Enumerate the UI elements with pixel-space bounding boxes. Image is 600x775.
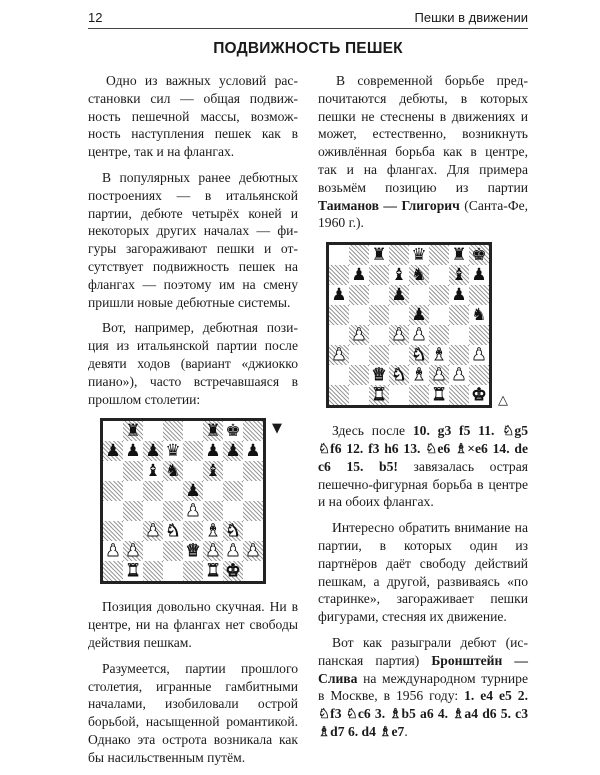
black-to-move-icon: ▼ <box>272 421 282 437</box>
board-square <box>349 365 369 385</box>
board-square <box>163 501 183 521</box>
board-square <box>123 501 143 521</box>
board-square <box>369 245 389 265</box>
board-square <box>223 441 243 461</box>
board-square <box>429 305 449 325</box>
white-pawn-icon: ♟ <box>411 325 427 346</box>
board-square <box>163 441 183 461</box>
black-pawn-icon: ♟ <box>471 265 487 286</box>
white-bishop-icon: ♝ <box>205 521 221 542</box>
board-square <box>123 541 143 561</box>
board-square <box>389 345 409 365</box>
board-square <box>469 285 489 305</box>
paragraph: Разумеется, партии прошлого столетия, игранные гамбитными началами, изобиловали острой борьбой, насыщенной романтикой. Однако эта острота возникала как бы насильственным путём. <box>88 660 298 765</box>
board-square <box>429 325 449 345</box>
chess-board <box>100 418 266 584</box>
board-square <box>449 325 469 345</box>
board-square <box>409 285 429 305</box>
black-pawn-icon: ♟ <box>351 265 367 286</box>
board-square <box>449 385 469 405</box>
paragraph-text: завязалась острая пешечно-фигурная борьба в центре и на обоих флангах. <box>318 458 528 510</box>
black-king-icon: ♚ <box>471 245 487 266</box>
board-square <box>243 481 263 501</box>
black-pawn-icon: ♟ <box>225 441 241 462</box>
board-square <box>143 501 163 521</box>
board-square <box>409 345 429 365</box>
move-sequence: 10. g3 f5 11. ♘g5 ♘f6 12. f3 h6 13. ♘e6 ♗×e6 14. de c6 15. b5! <box>318 423 528 474</box>
board-square <box>429 265 449 285</box>
black-pawn-icon: ♟ <box>145 441 161 462</box>
board-square <box>143 441 163 461</box>
white-bishop-icon: ♝ <box>411 365 427 386</box>
paragraph: Позиция довольно скучная. Ни в центре, ни на флангах нет свободы действия пешкам. <box>88 599 298 650</box>
black-king-icon: ♚ <box>225 421 241 442</box>
board-square <box>183 561 203 581</box>
board-square <box>329 385 349 405</box>
white-pawn-icon: ♟ <box>245 541 261 562</box>
board-square <box>163 461 183 481</box>
board-square <box>143 461 163 481</box>
black-queen-icon: ♛ <box>165 441 181 462</box>
black-pawn-icon: ♟ <box>105 441 121 462</box>
board-square <box>389 305 409 325</box>
white-pawn-icon: ♟ <box>391 325 407 346</box>
white-pawn-icon: ♟ <box>351 325 367 346</box>
board-square <box>369 285 389 305</box>
board-square <box>409 325 429 345</box>
board-square <box>449 365 469 385</box>
board-square <box>143 521 163 541</box>
board-square <box>123 561 143 581</box>
board-square <box>469 365 489 385</box>
running-head-title: Пешки в движении <box>414 10 528 25</box>
board-square <box>409 245 429 265</box>
white-queen-icon: ♛ <box>185 541 201 562</box>
board-square <box>389 365 409 385</box>
board-square <box>163 421 183 441</box>
black-pawn-icon: ♟ <box>411 305 427 326</box>
white-knight-icon: ♞ <box>411 345 427 366</box>
board-square <box>349 385 369 405</box>
board-square <box>243 561 263 581</box>
board-square <box>243 521 263 541</box>
board-square <box>449 285 469 305</box>
board-square <box>203 421 223 441</box>
board-square <box>469 265 489 285</box>
white-king-icon: ♚ <box>225 561 241 582</box>
black-pawn-icon: ♟ <box>331 285 347 306</box>
board-square <box>183 421 203 441</box>
board-square <box>243 461 263 481</box>
white-pawn-icon: ♟ <box>125 541 141 562</box>
board-square <box>389 385 409 405</box>
black-bishop-icon: ♝ <box>145 461 161 482</box>
board-square <box>369 365 389 385</box>
board-square <box>389 245 409 265</box>
board-square <box>143 481 163 501</box>
chapter-title: ПОДВИЖНОСТЬ ПЕШЕК <box>213 40 403 57</box>
white-rook-icon: ♜ <box>431 385 447 406</box>
board-square <box>103 521 123 541</box>
page-number: 12 <box>88 10 103 25</box>
board-square <box>469 385 489 405</box>
white-pawn-icon: ♟ <box>185 501 201 522</box>
white-rook-icon: ♜ <box>371 385 387 406</box>
paragraph-text: Вот как разыграли дебют (испанская партия) <box>318 634 528 668</box>
white-bishop-icon: ♝ <box>431 345 447 366</box>
black-knight-icon: ♞ <box>165 461 181 482</box>
board-square <box>103 501 123 521</box>
board-square <box>429 245 449 265</box>
black-pawn-icon: ♟ <box>451 285 467 306</box>
board-square <box>243 421 263 441</box>
white-knight-icon: ♞ <box>165 521 181 542</box>
white-pawn-icon: ♟ <box>431 365 447 386</box>
board-square <box>429 345 449 365</box>
white-knight-icon: ♞ <box>391 365 407 386</box>
white-pawn-icon: ♟ <box>145 521 161 542</box>
black-pawn-icon: ♟ <box>205 441 221 462</box>
black-rook-icon: ♜ <box>125 421 141 442</box>
board-square <box>183 441 203 461</box>
board-square <box>123 521 143 541</box>
board-square <box>103 441 123 461</box>
board-square <box>203 441 223 461</box>
board-square <box>163 541 183 561</box>
black-knight-icon: ♞ <box>471 305 487 326</box>
board-square <box>349 245 369 265</box>
white-rook-icon: ♜ <box>125 561 141 582</box>
board-square <box>183 521 203 541</box>
board-square <box>203 561 223 581</box>
black-knight-icon: ♞ <box>411 265 427 286</box>
chess-diagram-taimanov <box>326 242 528 410</box>
white-pawn-icon: ♟ <box>451 365 467 386</box>
paragraph: Одно из важных условий расстановки сил — общая подвижность пешечной массы, возможность наступления пешек как в центре, так и на флангах. <box>88 73 298 160</box>
paragraph-text: Здесь после <box>332 423 413 439</box>
board-square <box>429 285 449 305</box>
board-square <box>103 421 123 441</box>
board-square <box>369 325 389 345</box>
board-square <box>329 325 349 345</box>
board-square <box>429 365 449 385</box>
board-square <box>409 385 429 405</box>
paragraph <box>318 422 528 511</box>
board-square <box>469 245 489 265</box>
black-bishop-icon: ♝ <box>391 265 407 286</box>
board-square <box>223 541 243 561</box>
board-square <box>389 285 409 305</box>
board-square <box>369 305 389 325</box>
board-square <box>329 345 349 365</box>
board-square <box>329 245 349 265</box>
white-king-icon: ♚ <box>471 385 487 406</box>
board-square <box>203 481 223 501</box>
board-square <box>349 305 369 325</box>
board-square <box>469 305 489 325</box>
chess-board <box>326 242 492 408</box>
board-square <box>223 561 243 581</box>
board-square <box>223 481 243 501</box>
black-pawn-icon: ♟ <box>391 285 407 306</box>
paragraph <box>318 72 528 232</box>
board-square <box>449 265 469 285</box>
board-square <box>143 541 163 561</box>
board-square <box>469 345 489 365</box>
board-square <box>369 345 389 365</box>
black-queen-icon: ♛ <box>411 245 427 266</box>
board-square <box>469 325 489 345</box>
board-square <box>243 501 263 521</box>
paragraph-text: . <box>404 723 408 739</box>
white-pawn-icon: ♟ <box>471 345 487 366</box>
board-square <box>329 285 349 305</box>
board-square <box>243 541 263 561</box>
board-square <box>143 561 163 581</box>
board-square <box>349 325 369 345</box>
board-square <box>223 521 243 541</box>
board-square <box>123 461 143 481</box>
white-queen-icon: ♛ <box>371 365 387 386</box>
board-square <box>123 441 143 461</box>
black-pawn-icon: ♟ <box>245 441 261 462</box>
paragraph <box>318 634 528 741</box>
board-square <box>349 265 369 285</box>
black-rook-icon: ♜ <box>371 245 387 266</box>
running-head <box>88 6 528 29</box>
board-square <box>203 501 223 521</box>
board-square <box>243 441 263 461</box>
board-square <box>223 501 243 521</box>
board-square <box>163 561 183 581</box>
board-square <box>103 461 123 481</box>
board-square <box>103 561 123 581</box>
paragraph: Интересно обратить внимание на партии, в которых один из партнёров даёт свободу действий пешкам, а другой, развиваясь «по старинке», загораживает пешки фигурами, стесняя их движение. <box>318 520 528 625</box>
board-square <box>389 265 409 285</box>
board-square <box>223 461 243 481</box>
white-pawn-icon: ♟ <box>105 541 121 562</box>
board-square <box>183 461 203 481</box>
white-pawn-icon: ♟ <box>205 541 221 562</box>
board-square <box>203 521 223 541</box>
chess-diagram-italian <box>100 418 298 586</box>
paragraph: В популярных ранее дебютных построениях — в итальянской партии, дебюте четырёх коней и некоторых других началах — фигуры загораживают пешки и отсутствует подвижность пешек на флангах — поэтому им на смену пришли новые дебютные системы. <box>88 169 298 310</box>
board-square <box>123 481 143 501</box>
board-square <box>429 385 449 405</box>
board-square <box>449 305 469 325</box>
board-square <box>329 265 349 285</box>
board-square <box>223 421 243 441</box>
black-bishop-icon: ♝ <box>205 461 221 482</box>
board-square <box>349 285 369 305</box>
board-square <box>183 501 203 521</box>
board-square <box>449 245 469 265</box>
players: Бронштейн — Слива <box>318 652 528 686</box>
paragraph: Вот, например, дебютная позиция из итальянской партии после девяти ходов (вариант «джиокко пиано»), часто встречавшаяся в прошлом столетии: <box>88 320 298 407</box>
black-pawn-icon: ♟ <box>125 441 141 462</box>
board-square <box>123 421 143 441</box>
white-rook-icon: ♜ <box>205 561 221 582</box>
board-square <box>183 541 203 561</box>
board-square <box>369 265 389 285</box>
board-square <box>369 385 389 405</box>
board-square <box>409 265 429 285</box>
white-knight-icon: ♞ <box>225 521 241 542</box>
board-square <box>203 541 223 561</box>
white-pawn-icon: ♟ <box>331 345 347 366</box>
board-square <box>449 345 469 365</box>
left-column <box>88 72 298 775</box>
white-pawn-icon: ♟ <box>225 541 241 562</box>
board-square <box>163 521 183 541</box>
board-square <box>103 541 123 561</box>
black-rook-icon: ♜ <box>451 245 467 266</box>
players: Таиманов — Глигорич <box>318 197 460 213</box>
move-sequence: 1. e4 e5 2. ♘f3 ♘c6 3. ♗b5 a6 4. ♗a4 d6 5. c3 ♗d7 6. d4 ♗e7 <box>318 688 529 739</box>
black-bishop-icon: ♝ <box>451 265 467 286</box>
board-square <box>389 325 409 345</box>
board-square <box>103 481 123 501</box>
board-square <box>183 481 203 501</box>
board-square <box>409 305 429 325</box>
board-square <box>329 305 349 325</box>
right-column <box>318 72 528 749</box>
board-square <box>163 481 183 501</box>
white-to-move-icon: △ <box>498 393 508 409</box>
paragraph-text: В современной борьбе предпочитаются дебюты, в которых пешки не стеснены в движениях и может, естественно, возникнуть оживлённая борьба как в центре, так и на флангах. Для примера возьмём позицию из партии <box>318 73 528 195</box>
board-square <box>143 421 163 441</box>
paragraph-text: на международном турнире в Москве, в 1956 году: <box>318 670 528 704</box>
board-square <box>349 345 369 365</box>
black-rook-icon: ♜ <box>205 421 221 442</box>
board-square <box>329 365 349 385</box>
board-square <box>409 365 429 385</box>
board-square <box>203 461 223 481</box>
paragraph-text: (Санта-Фе, 1960 г.). <box>318 197 529 231</box>
black-pawn-icon: ♟ <box>185 481 201 502</box>
